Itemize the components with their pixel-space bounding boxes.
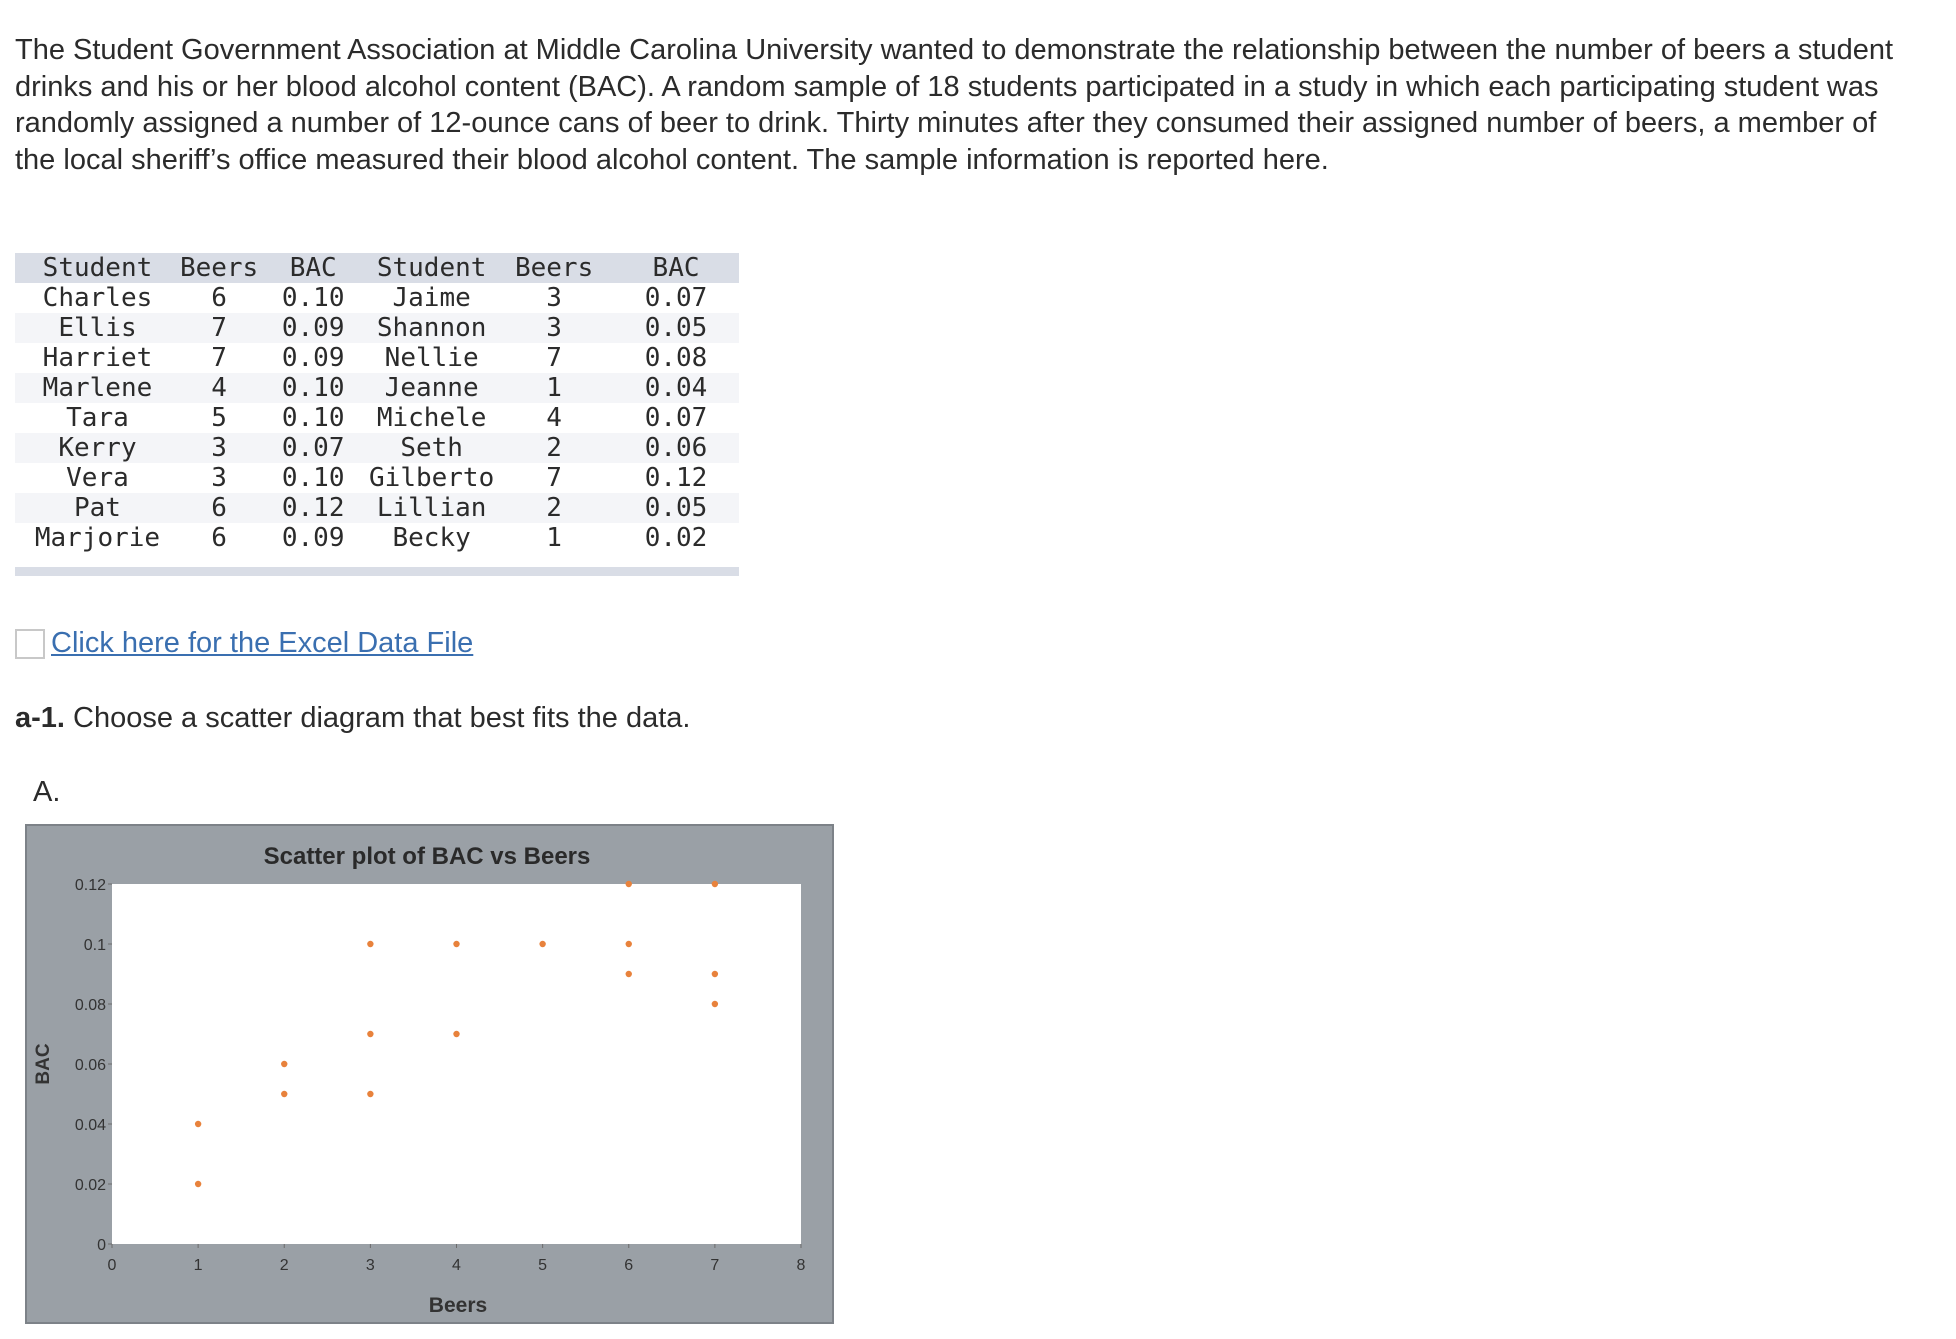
- table-spacer: [15, 553, 739, 567]
- table-cell: 0.02: [644, 523, 708, 553]
- table-cell: Jeanne: [384, 373, 479, 403]
- table-cell: 0.09: [281, 343, 345, 373]
- x-tick-label: 1: [193, 1257, 203, 1274]
- data-point: [367, 1031, 373, 1037]
- excel-file-icon[interactable]: [15, 629, 45, 659]
- table-cell: Nellie: [384, 343, 479, 373]
- data-point: [195, 1181, 201, 1187]
- table-header-cell: Student: [42, 253, 153, 283]
- table-cell: Jaime: [392, 283, 471, 313]
- table-cell: 0.10: [281, 373, 345, 403]
- table-cell: 0.12: [644, 463, 708, 493]
- data-point: [539, 941, 545, 947]
- table-cell: 0.10: [281, 283, 345, 313]
- x-axis-label: Beers: [428, 1294, 488, 1317]
- table-cell: Charles: [42, 283, 153, 313]
- data-point: [281, 1091, 287, 1097]
- table-cell: 0.05: [644, 493, 708, 523]
- data-point: [281, 1061, 287, 1067]
- table-cell: Marlene: [42, 373, 153, 403]
- table-cell: 0.09: [281, 523, 345, 553]
- data-point: [367, 1091, 373, 1097]
- table-cell: 2: [546, 493, 562, 523]
- table-cell: Gilberto: [369, 463, 495, 493]
- table-bottom-rule: [15, 567, 739, 576]
- table-cell: Tara: [66, 403, 129, 433]
- y-tick-label: 0.04: [74, 1117, 106, 1134]
- question-number: a-1.: [15, 702, 65, 734]
- y-axis-label: BAC: [33, 1043, 54, 1085]
- table-cell: Shannon: [376, 313, 487, 343]
- table-header-cell: Beers: [179, 253, 259, 283]
- table-cell: 6: [211, 283, 227, 313]
- data-point: [712, 881, 718, 887]
- table-cell: 3: [211, 433, 227, 463]
- table-cell: Harriet: [42, 343, 153, 373]
- table-cell: Becky: [392, 523, 471, 553]
- table-row: [15, 523, 739, 553]
- chart-title: Scatter plot of BAC vs Beers: [263, 843, 591, 870]
- table-header-cell: BAC: [652, 253, 700, 283]
- table-cell: 6: [211, 493, 227, 523]
- table-cell: 7: [211, 313, 227, 343]
- table-cell: 2: [546, 433, 562, 463]
- table-cell: 0.07: [644, 283, 708, 313]
- table-cell: 5: [211, 403, 227, 433]
- table-cell: 0.08: [644, 343, 708, 373]
- excel-data-link[interactable]: Click here for the Excel Data File: [51, 627, 474, 659]
- table-header-cell: Beers: [514, 253, 594, 283]
- x-tick-label: 6: [624, 1257, 634, 1274]
- table-cell: 3: [546, 283, 562, 313]
- scatter-chart-svg: [25, 824, 834, 1324]
- y-tick-label: 0.12: [74, 877, 106, 894]
- data-point: [712, 1001, 718, 1007]
- data-point: [626, 971, 632, 977]
- table-cell: 7: [546, 463, 562, 493]
- table-cell: 7: [546, 343, 562, 373]
- question-a1: [15, 702, 690, 735]
- table-cell: 3: [211, 463, 227, 493]
- table-cell: 7: [211, 343, 227, 373]
- table-cell: 4: [546, 403, 562, 433]
- table-cell: 0.04: [644, 373, 708, 403]
- y-tick-label: 0.06: [74, 1057, 106, 1074]
- plot-area: [112, 884, 801, 1244]
- table-cell: 0.07: [644, 403, 708, 433]
- x-tick-label: 5: [538, 1257, 548, 1274]
- table-cell: 0.06: [644, 433, 708, 463]
- table-header-cell: Student: [376, 253, 487, 283]
- data-table: [15, 253, 739, 576]
- data-point: [453, 941, 459, 947]
- data-point: [453, 1031, 459, 1037]
- table-cell: 0.05: [644, 313, 708, 343]
- x-tick-label: 3: [365, 1257, 375, 1274]
- table-cell: Seth: [400, 433, 463, 463]
- table-cell: 0.10: [281, 403, 345, 433]
- table-cell: 0.10: [281, 463, 345, 493]
- x-tick-label: 4: [452, 1257, 461, 1274]
- table-cell: Marjorie: [34, 523, 161, 553]
- table-cell: 0.07: [281, 433, 345, 463]
- table-cell: 0.09: [281, 313, 345, 343]
- data-point: [626, 941, 632, 947]
- x-tick-label: 0: [107, 1257, 117, 1274]
- option-a-label[interactable]: A.: [33, 776, 61, 808]
- data-point: [626, 881, 632, 887]
- table-cell: Vera: [66, 463, 129, 493]
- problem-statement: The Student Government Association at Middle Carolina University wanted to demonstrate the relationship between the number of beers a student drinks and his or her blood alcohol content (BAC). A random sample of 18 students participated in a study in which each participating student was randomly assigned a number of 12-ounce cans of beer to drink. Thirty minutes after they consumed their assigned number of beers, a member of the local sheriff’s office measured their blood alcohol content. The sample information is reported here.: [15, 34, 1894, 176]
- data-point: [367, 941, 373, 947]
- y-tick-label: 0: [97, 1237, 106, 1254]
- y-tick-label: 0.02: [74, 1177, 106, 1194]
- table-cell: 1: [546, 523, 562, 553]
- x-tick-label: 8: [796, 1257, 806, 1274]
- table-row: [15, 283, 739, 313]
- table-row: [15, 343, 739, 373]
- table-cell: Lillian: [376, 493, 487, 523]
- table-header-row: [15, 253, 739, 283]
- table-row: [15, 373, 739, 403]
- table-row: [15, 433, 739, 463]
- table-cell: 6: [211, 523, 227, 553]
- table-cell: Pat: [73, 493, 121, 523]
- table-cell: 3: [546, 313, 562, 343]
- scatter-chart-option-a[interactable]: [25, 824, 834, 1324]
- table-header-cell: BAC: [289, 253, 337, 283]
- x-tick-label: 2: [279, 1257, 289, 1274]
- data-point: [712, 971, 718, 977]
- table-cell: Kerry: [58, 433, 137, 463]
- data-point: [195, 1121, 201, 1127]
- table-row: [15, 313, 739, 343]
- table-cell: Ellis: [58, 313, 137, 343]
- table-cell: 0.12: [281, 493, 345, 523]
- table-cell: 1: [546, 373, 562, 403]
- y-tick-label: 0.08: [74, 997, 106, 1014]
- table-row: [15, 463, 739, 493]
- table-cell: Michele: [376, 403, 487, 433]
- table-row: [15, 403, 739, 433]
- question-text: Choose a scatter diagram that best fits the data.: [64, 702, 691, 734]
- excel-link-row[interactable]: [15, 627, 473, 660]
- x-tick-label: 7: [710, 1257, 720, 1274]
- table-cell: 4: [211, 373, 227, 403]
- y-tick-label: 0.1: [83, 937, 106, 954]
- table-row: [15, 493, 739, 523]
